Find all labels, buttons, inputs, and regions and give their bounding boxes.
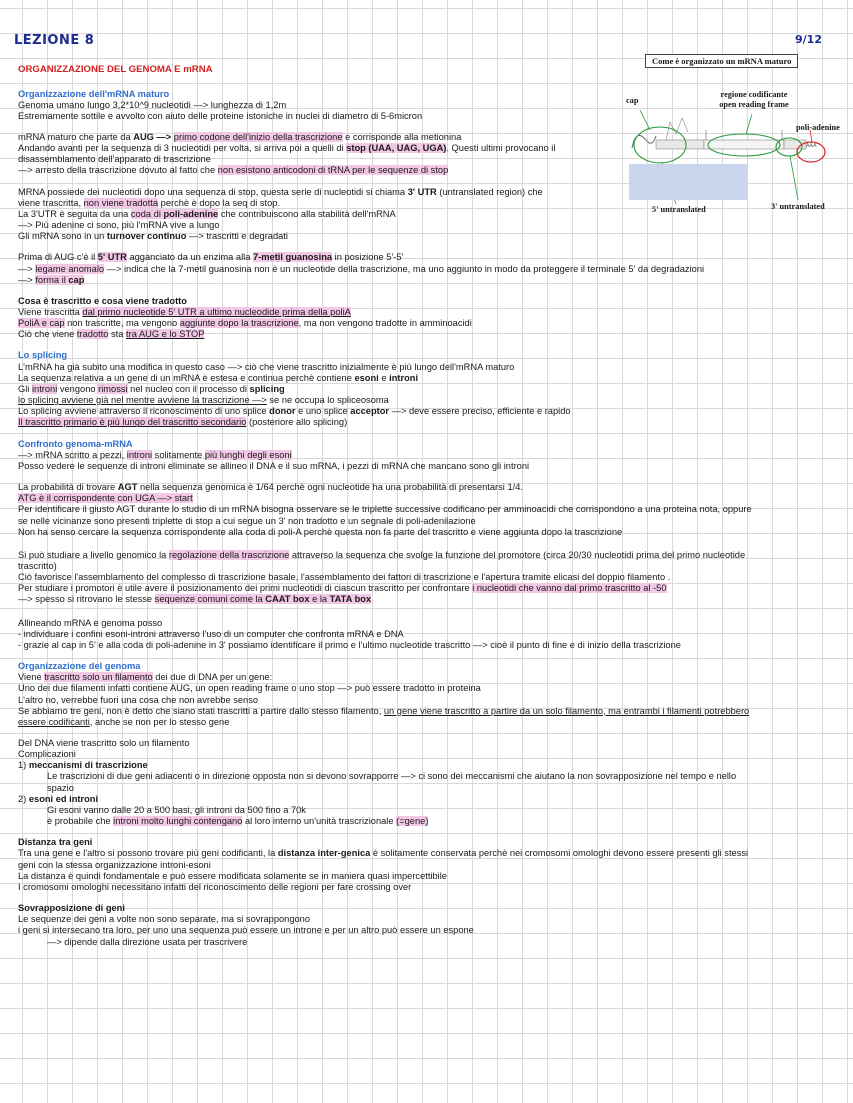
heading-sovrapposizione: Sovrapposizione di geni xyxy=(18,903,125,914)
text-line: Viene trascritta dal primo nucleotide 5' UTR a ultimo nucleodide prima della poliA xyxy=(18,307,351,317)
heading-splicing: Lo splicing xyxy=(18,350,68,361)
text-line: Genoma umano lungo 3,2*10^9 nucleotidi —> lunghezza di 1,2m xyxy=(18,99,287,110)
text-line: La distanza è quindi fondamentale e può essere modificata solamente se in maniera quasi impercettibile xyxy=(18,870,447,881)
text-line: La probabilità di trovare AGT nella sequenza genomica è 1/64 perchè ogni nucleotide ha una probabilità di presentarsi 1/4. xyxy=(18,482,523,493)
diagram-caption-illegible xyxy=(629,164,747,200)
text-line: 1) meccanismi di trascrizione xyxy=(18,760,148,771)
text-line: ATG è il corrispondente con UGA —> start xyxy=(18,493,193,504)
text-line: Lo splicing avviene attraverso il riconoscimento di uno splice donor e uno splice acceptor —> deve essere preciso, efficiente e rapido xyxy=(18,406,571,417)
heading-trascritto-tradotto: Cosa è trascritto e cosa viene tradotto xyxy=(18,295,187,306)
text-line: —> arresto della trascrizione dovuto al fatto che non esistono anticodoni di tRNA per le sequenze di stop xyxy=(18,165,449,176)
text-line: mRNA maturo che parte da AUG —> primo codone dell'inizio della trascrizione e corrisponde alla metionina xyxy=(18,131,462,142)
text-line: Ciò che viene tradotto sta tra AUG e lo STOP xyxy=(18,329,205,340)
text-line: Non ha senso cercare la sequenza corrispondente alla coda di poli-A perchè questa non fa parte del trascritto e viene aggiunta dopo la trascrizione xyxy=(18,526,623,537)
text-line: Per identificare il giusto AGT durante lo studio di un mRNA bisogna osservare se le triplette successive codificano per amminoacidi che corrispondono a una proteina nota, oppure xyxy=(18,504,752,515)
text-line: Uno dei due filamenti infatti contiene AUG, un open reading frame o uno stop —> può essere tradotto in proteina xyxy=(18,683,481,694)
text-line: disassemblamento dell'apparato di trascrizione xyxy=(18,154,211,165)
text-line: Estremamente sottile e avvolto con aiuto delle proteine istoniche in nuclei di diametro di 5-6micron xyxy=(18,110,423,121)
text-line: Complicazioni xyxy=(18,749,76,760)
text-line: L'mRNA ha già subito una modifica in questo caso —> ciò che viene trascritto inizialmente è più lungo dell'mRNA maturo xyxy=(18,361,515,372)
text-line: La sequenza relativa a un gene di un mRNA è estesa e continua perchè contiene esoni e introni xyxy=(18,372,419,383)
text-line: —> spesso si ritrovano le stesse sequenze comuni come la CAAT box e la TATA box xyxy=(18,594,372,605)
text-line: Le trascrizioni di due geni adiacenti o in direzione opposta non si devono sovrapporre —> ci sono dei meccanismi che aiutano la non sovrapposizione nel tempo e nello xyxy=(47,771,737,782)
diagram-label-3utr: 3' untranslated xyxy=(771,202,825,211)
text-line: Gi esoni vanno dalle 20 a 500 basi, gli introni da 500 fino a 70k xyxy=(47,804,306,815)
text-line: spazio xyxy=(47,782,74,793)
text-line: —> mRNA scritto a pezzi, introni solitamente più lunghi degli esoni xyxy=(18,449,292,460)
text-line: I cromosomi omologhi necessitano infatti del riconoscimento delle regioni per fare crossing over xyxy=(18,881,412,892)
diagram-label-cap: cap xyxy=(626,96,639,105)
mrna-diagram xyxy=(626,52,846,222)
diagram-label-polya: poli-adenine xyxy=(796,123,840,132)
text-line: Tra una gene e l'altro si possono trovare più geni codificanti, la distanza inter-genica è solitamente conservata perchè nei cromosomi omologhi devono essere presenti gli stessi xyxy=(18,848,749,859)
text-line: Gli introni vengono rimossi nel nucleo con il processo di splicing xyxy=(18,383,285,394)
text-line: Se abbiamo tre geni, non è detto che siano stati trascritti a partire dallo stesso filamento, un gene viene trascritto a partire da un solo filamento, ma entrambi i filamenti potrebbero xyxy=(18,705,750,716)
text-line: Andando avanti per la sequenza di 3 nucleotidi per volta, si arriva poi a quelli di stop (UAA, UAG, UGA). Questi ultimi provocano il xyxy=(18,143,556,154)
text-line: viene trascritta, non viene tradotta perchè è dopo la seq di stop. xyxy=(18,197,281,208)
handwritten-date: 9/12 xyxy=(795,33,822,46)
text-line: Le sequenze dei geni a volte non sono separate, ma si sovrappongono xyxy=(18,914,311,925)
text-line: se nelle vicinanze sono presenti triplette di stop a cui segue un 3' non tradotto e un segnale di poli-adenilazione xyxy=(18,515,476,526)
text-line: lo splicing avviene già nel mentre avviene la trascrizione —> se ne occupa lo spliceosoma xyxy=(18,395,389,406)
text-line: —> forma il cap xyxy=(18,274,85,285)
text-line: geni con la stessa organizzazione introni-esoni xyxy=(18,859,211,870)
text-line: Posso vedere le sequenze di introni eliminate se allineo il DNA e il suo mRNA, i pezzi di mRNA che mancano sono gli introni xyxy=(18,460,530,471)
diagram-label-orf: regione codificante open reading frame xyxy=(719,90,789,109)
diagram-box-title: Come è organizzato un mRNA maturo xyxy=(645,54,798,68)
text-line: L'altro no, verrebbe fuori una cosa che non avrebbe senso xyxy=(18,694,259,705)
text-line: Il trascritto primario è più lungo del trascritto secondario (posteriore allo splicing) xyxy=(18,417,348,428)
text-line: La 3'UTR è seguita da una coda di poli-adenine che contribuiscono alla stabilità dell'mRNA xyxy=(18,208,396,219)
text-line: Del DNA viene trascritto solo un filamento xyxy=(18,738,190,748)
text-line: Prima di AUG c'è il 5' UTR agganciato da un enzima alla 7-metil guanosina in posizione 5'-5' xyxy=(18,252,404,263)
diagram-label-5utr: 5' untranslated xyxy=(652,205,706,214)
text-line: PoliA e cap non trascritte, ma vengono aggiunte dopo la trascrizione, ma non vengono tradotte in amminoacidi xyxy=(18,318,472,329)
text-line: i geni si intersecano tra loro, per uno una sequenza può essere un introne e per un altro può essere un espone xyxy=(18,925,474,936)
text-line: 2) esoni ed introni xyxy=(18,793,99,804)
text-line: MRNA possiede dei nucleotidi dopo una sequenza di stop, questa serie di nucleotidi si chiama 3' UTR (untranslated region) che xyxy=(18,186,543,197)
text-line: Ciò favorisce l'assemblamento del complesso di trascrizione basale, l'assemblamento dei fattori di trascrizione e l'apertura tramite elicasi del doppio filamento . xyxy=(18,572,671,583)
text-line: - grazie al cap in 5' e alla coda di poli-adenine in 3' possiamo identificare il primo e l'ultimo nucleotide trascritto —> cioè il punto di fine e di inizio della trascrizione xyxy=(18,639,681,650)
text-line: trascritto) xyxy=(18,560,57,571)
text-line: Per studiare i promotori è utile avere il posizionamento dei primi nucleotidi di ciascun trascritto per confrontare i nucleotidi che vanno dal primo trascritto al -50 xyxy=(18,583,667,594)
svg-text:AAA: AAA xyxy=(806,143,817,149)
text-line: essere codificanti, anche se non per lo stesso gene xyxy=(18,716,230,727)
text-line: Gli mRNA sono in un turnover continuo —> trascritti e degradati xyxy=(18,231,288,242)
text-line: Viene trascritto solo un filamento dei due di DNA per un gene: xyxy=(18,672,273,683)
text-line: —> legame anomalo —> indica che la 7-metil guanosina non è un nucleotide della trascrizione, ma uno aggiunto in modo da proteggere il terminale 5' da degradazioni xyxy=(18,263,705,274)
text-line: —> Più adenine ci sono, più l'mRNA vive a lungo xyxy=(18,220,220,231)
heading-mrna-maturo: Organizzazione dell'mRNA maturo xyxy=(18,88,170,99)
heading-confronto: Confronto genoma-mRNA xyxy=(18,438,133,449)
heading-organizzazione-genoma: Organizzazione del genoma xyxy=(18,661,141,672)
text-line: —> dipende dalla direzione usata per trascrivere xyxy=(47,936,248,947)
heading-distanza: Distanza tra geni xyxy=(18,837,93,848)
text-line: è probabile che introni molto lunghi contengano al loro interno un'unità trascrizionale (=gene) xyxy=(47,816,429,827)
handwritten-lesson-label: LEZIONE 8 xyxy=(14,33,95,48)
text-line: Si può studiare a livello genomico la regolazione della trascrizione attraverso la sequenza che svolge la funzione del promotore (circa 20/30 nucleotidi prima del primo nucleotide xyxy=(18,549,746,560)
text-line: Allineando mRNA e genoma posso xyxy=(18,617,163,628)
text-line: - individuare i confini esoni-introni attraverso l'uso di un computer che confronta mRNA e DNA xyxy=(18,628,404,639)
page-title: ORGANIZZAZIONE DEL GENOMA E mRNA xyxy=(18,64,213,75)
